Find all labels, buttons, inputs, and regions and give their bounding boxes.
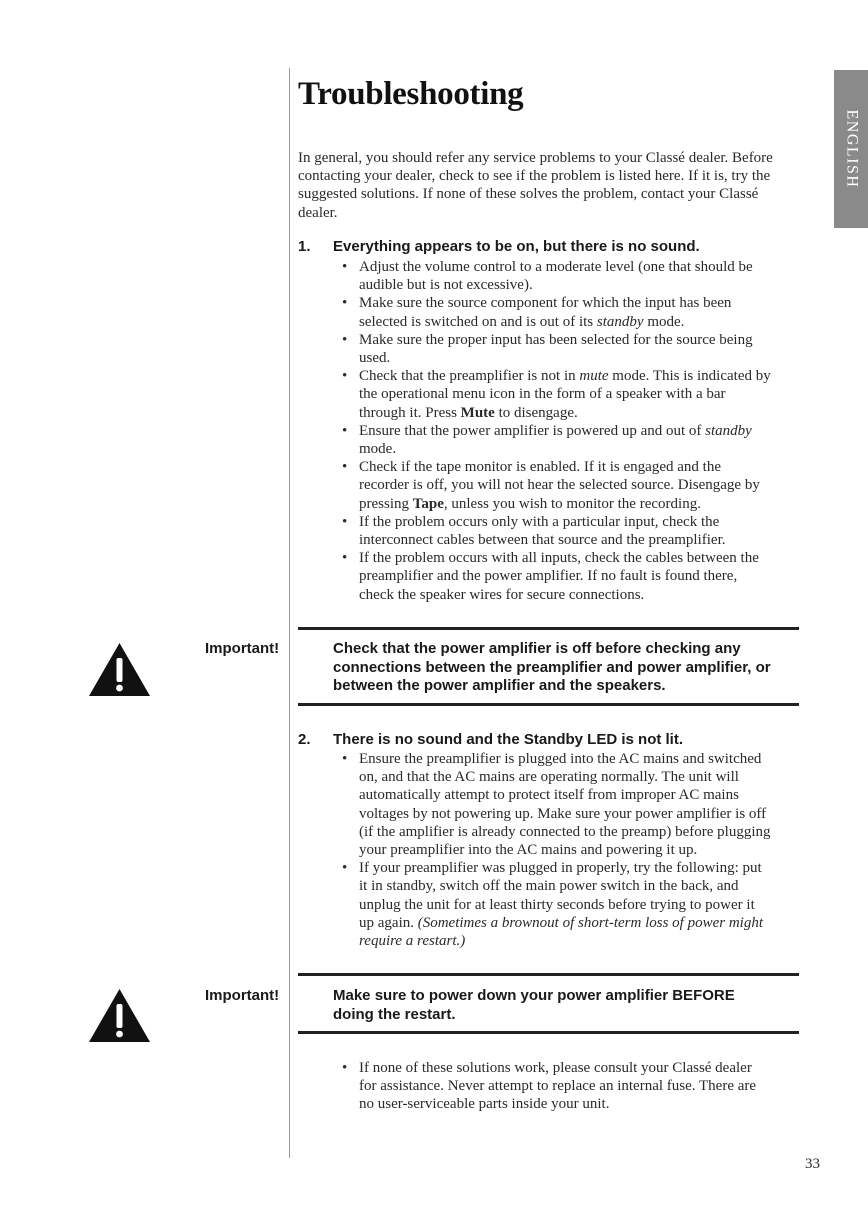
- important-1-bottom-rule: [298, 703, 799, 706]
- section-1-number: 1.: [298, 238, 311, 255]
- section-2-heading: [298, 731, 798, 748]
- important-1-label: Important!: [205, 640, 280, 657]
- section-1-list: [341, 258, 771, 604]
- list-item: [341, 859, 771, 950]
- important-1-text: Check that the power amplifier is off before checking any connections between the preamplifier and power amplifier, or between the power amplifier and the speakers.: [333, 640, 771, 694]
- important-2-label: Important!: [205, 987, 280, 1004]
- intro-paragraph: In general, you should refer any service problems to your Classé dealer. Before contacting your dealer, check to see if the problem is listed here. If it is, try the suggested solutions. If none of these solves the problem, contact your Classé dealer.: [298, 150, 773, 221]
- list-item: • If the problem occurs with all inputs, check the cables between the preamplifier and the power amplifier. If no fault is found there, check the speaker wires for secure connections.: [341, 549, 771, 604]
- list-item: • Ensure the preamplifier is plugged into the AC mains and switched on, and that the AC mains are operating normally. The unit will automatically attempt to protect itself from improper AC mains voltages by not powering up. Make sure your power amplifier is off (if the amplifier is already connected to the preamp) before plugging your preamplifier into the AC mains and powering it up.: [341, 750, 771, 859]
- list-item: • Make sure the proper input has been selected for the source being used.: [341, 331, 771, 367]
- important-2-bottom-rule: [298, 1031, 799, 1034]
- section-2-title: There is no sound and the Standby LED is not lit.: [333, 731, 684, 748]
- important-2-text: Make sure to power down your power amplifier BEFORE doing the restart.: [333, 987, 735, 1023]
- warning-triangle-icon: [88, 988, 151, 1043]
- warning-triangle-icon: [88, 642, 151, 697]
- list-item: • Adjust the volume control to a moderate level (one that should be audible but is not excessive).: [341, 258, 771, 294]
- list-item-text: If your preamplifier was plugged in properly, try the following: put it in standby, switch off the main power switch in the back, and unplug the unit for at least thirty seconds before trying to power it up again.: [359, 860, 762, 931]
- list-item: • If none of these solutions work, please consult your Classé dealer for assistance. Never attempt to replace an internal fuse. There are no user-serviceable parts inside your unit.: [341, 1059, 771, 1114]
- important-2-top-rule: [298, 973, 799, 976]
- list-item: • Check that the preamplifier is not in mute mode. This is indicated by the operational menu icon in the form of a speaker with a bar through it. Press Mute to disengage.: [341, 367, 771, 422]
- section-1-title: Everything appears to be on, but there is no sound.: [333, 238, 700, 255]
- language-tab: [834, 70, 868, 228]
- page-title: Troubleshooting: [298, 76, 524, 112]
- list-item-note: (Sometimes a brownout of short-term loss of power might require a restart.): [359, 914, 764, 950]
- section-2-number: 2.: [298, 731, 311, 748]
- important-1-top-rule: [298, 627, 799, 630]
- language-tab-label: ENGLISH: [843, 109, 860, 189]
- list-item: • If the problem occurs only with a particular input, check the interconnect cables between that source and the preamplifier.: [341, 513, 771, 549]
- list-item: • Check if the tape monitor is enabled. If it is engaged and the recorder is off, you will not hear the selected source. Disengage by pressing Tape, unless you wish to monitor the recording.: [341, 458, 771, 513]
- section-2-list: [341, 750, 771, 950]
- margin-divider: [289, 68, 290, 1158]
- section-1-heading: [298, 238, 798, 255]
- final-list: [341, 1059, 771, 1114]
- page-number: 33: [805, 1156, 820, 1172]
- list-item: • Ensure that the power amplifier is powered up and out of standby mode.: [341, 422, 771, 458]
- list-item: • Make sure the source component for which the input has been selected is switched on and is out of its standby mode.: [341, 294, 771, 330]
